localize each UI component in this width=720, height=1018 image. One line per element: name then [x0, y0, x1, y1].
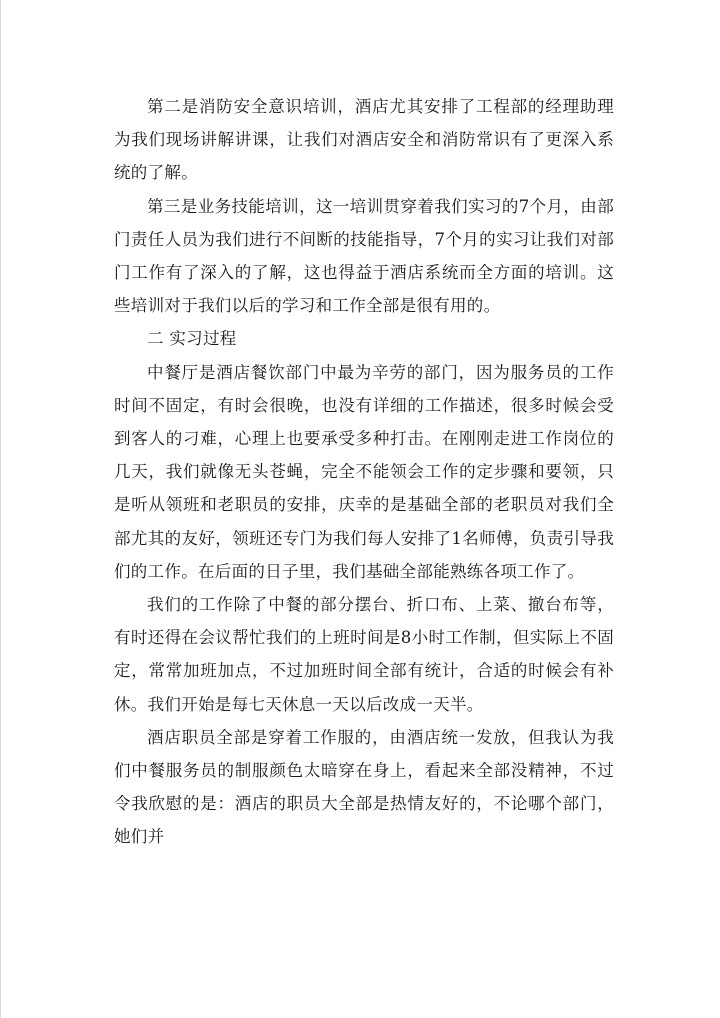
paragraph-fire-safety-training: 第二是消防安全意识培训，酒店尤其安排了工程部的经理助理为我们现场讲解讲课，让我们对酒店安全和消防常识有了更深入系统的了解。 [114, 97, 614, 183]
document-body [114, 90, 614, 854]
paragraph-chinese-restaurant: 中餐厅是酒店餐饮部门中最为辛劳的部门，因为服务员的工作时间不固定，有时会很晚，也没有详细的工作描述，很多时候会受到客人的刁难，心理上也要承受多种打击。在刚刚走进工作岗位的几天，我们就像无头苍蝇，完全不能领会工作的定步骤和要领，只是听从领班和老职员的安排，庆幸的是基础全部的老职员对我们全部尤其的友好，领班还专门为我们每人安排了1名师傅，负责引导我们的工作。在后面的日子里，我们基础全部能熟练各项工作了。 [114, 362, 614, 581]
paragraph-skills-training: 第三是业务技能培训，这一培训贯穿着我们实习的7个月，由部门责任人员为我们进行不间断的技能指导，7个月的实习让我们对部门工作有了深入的了解，这也得益于酒店系统而全方面的培训。这些培训对于我们以后的学习和工作全部是很有用的。 [114, 196, 614, 316]
paragraph-uniforms: 酒店职员全部是穿着工作服的，由酒店统一发放，但我认为我们中餐服务员的制服颜色太暗穿在身上，看起来全部没精神，不过令我欣慰的是：酒店的职员大全部是热情友好的，不论哪个部门，她们并 [114, 727, 614, 847]
paragraph-work-duties: 我们的工作除了中餐的部分摆台、折口布、上菜、撤台布等，有时还得在会议帮忙我们的上班时间是8小时工作制，但实际上不固定，常常加班加点，不过加班时间全部有统计，合适的时候会有补休。我们开始是每七天休息一天以后改成一天半。 [114, 595, 614, 714]
section-heading-internship-process: 二 实习过程 [147, 329, 237, 349]
